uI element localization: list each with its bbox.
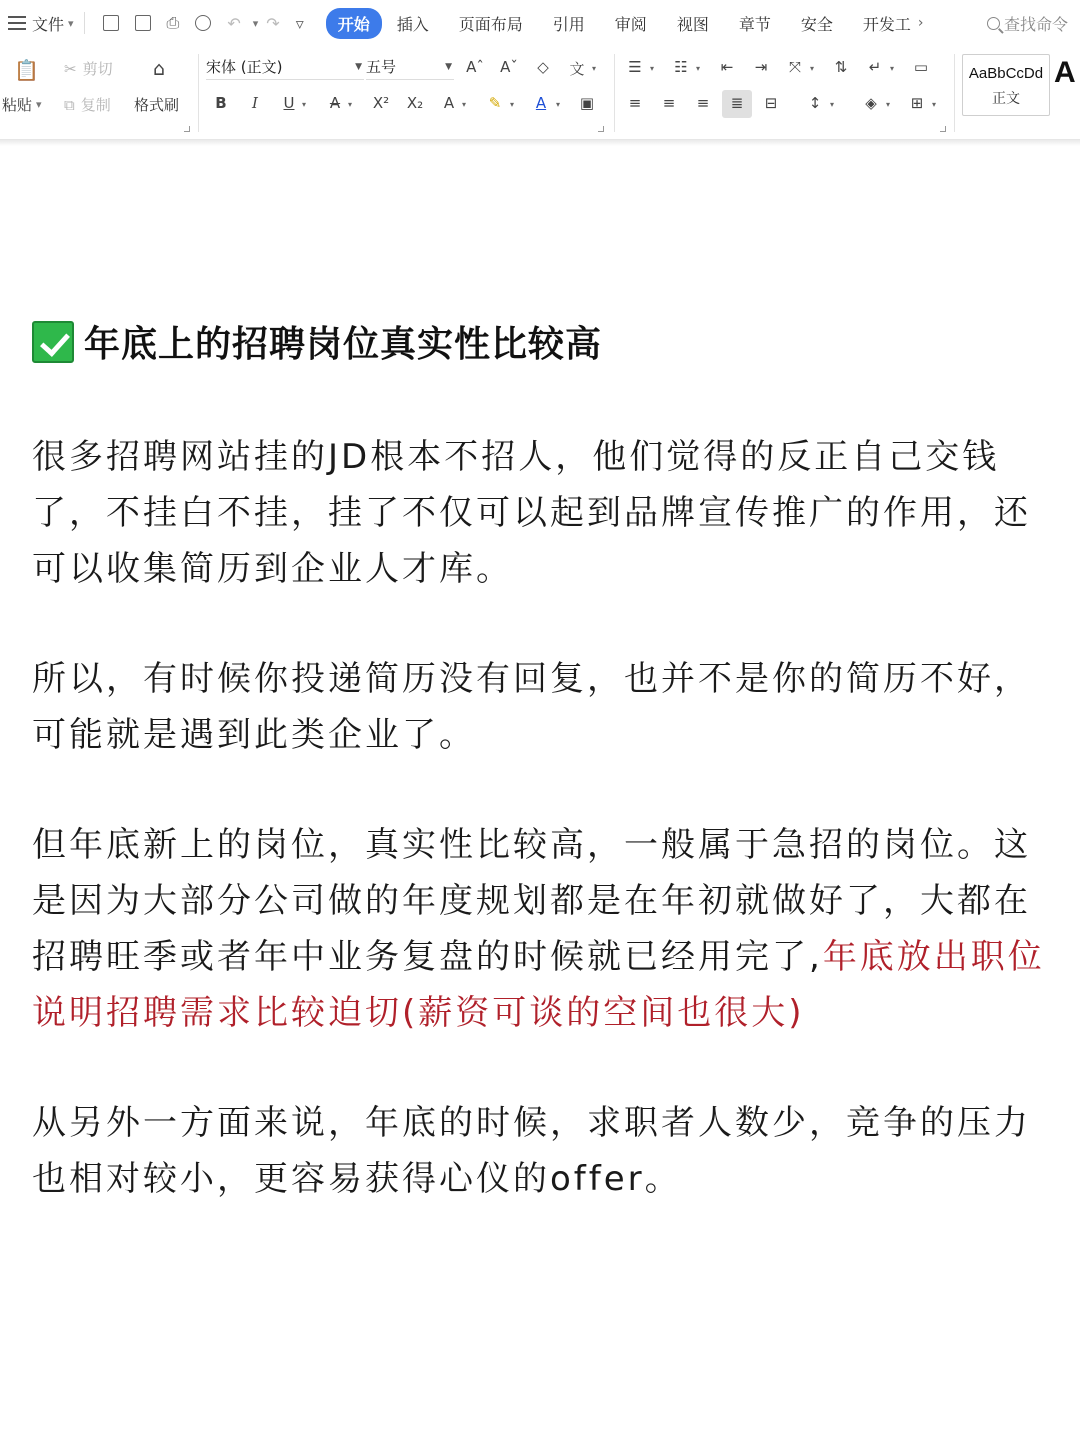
ribbon-shadow	[0, 140, 1080, 146]
decrease-indent-icon[interactable]: ⇤	[720, 58, 734, 76]
text-effect-icon[interactable]: A	[443, 94, 455, 112]
chevron-down-icon[interactable]: ▾	[510, 100, 515, 109]
format-painter-icon[interactable]: ⌂	[152, 58, 166, 80]
menu-icon[interactable]	[8, 16, 26, 30]
divider	[614, 54, 615, 132]
chevron-down-icon[interactable]: ▾	[592, 64, 597, 73]
bullet-list-icon[interactable]: ☰	[628, 58, 642, 76]
chevron-down-icon[interactable]: ▾	[696, 64, 701, 73]
align-left-icon[interactable]: ≡	[628, 94, 642, 112]
ribbon-toolbar	[0, 46, 1080, 140]
paste-button[interactable]	[2, 94, 42, 115]
command-search-label: 查找命令	[1003, 14, 1068, 34]
align-center-icon[interactable]: ≡	[662, 94, 676, 112]
paste-icon[interactable]: 📋	[14, 58, 39, 82]
ruler-icon[interactable]: ▭	[913, 58, 929, 76]
strikethrough-icon[interactable]: A	[329, 94, 341, 112]
save-as-icon[interactable]	[135, 15, 151, 31]
line-spacing-icon[interactable]: ↕	[808, 94, 822, 112]
font-group-launcher[interactable]	[598, 126, 604, 132]
undo-icon[interactable]: ↶	[227, 13, 241, 33]
chevron-down-icon[interactable]: ▾	[932, 100, 937, 109]
print-icon[interactable]: ⎙	[166, 13, 180, 32]
chevron-down-icon[interactable]: ▾	[36, 98, 42, 111]
font-size-select[interactable]	[366, 54, 454, 80]
paragraph-4: 从另外一方面来说，年底的时候，求职者人数少，竞争的压力也相对较小，更容易获得心仪的offer。	[32, 1103, 1031, 1199]
chevron-down-icon[interactable]: ▾	[68, 16, 74, 30]
copy-icon: ⧉	[64, 95, 75, 114]
phonetic-guide-icon[interactable]: 文	[569, 60, 585, 78]
copy-label: 复制	[80, 96, 111, 114]
subscript-icon[interactable]: X₂	[406, 94, 424, 112]
paragraph-2: 所以，有时候你投递简历没有回复，也并不是你的简历不好，可能就是遇到此类企业了。	[32, 659, 1031, 755]
format-painter-label: 格式刷	[134, 96, 180, 114]
file-menu[interactable]: 文件	[32, 14, 65, 34]
paste-label: 粘贴	[2, 96, 33, 114]
style-heading-sample[interactable]: A	[1054, 56, 1076, 89]
align-right-icon[interactable]: ≡	[696, 94, 710, 112]
tab-page-layout[interactable]: 页面布局	[458, 14, 523, 34]
chevron-down-icon[interactable]: ▾	[556, 100, 561, 109]
format-painter-button[interactable]	[134, 94, 179, 115]
checkmark-icon	[32, 321, 74, 363]
chevron-down-icon[interactable]: ▾	[886, 100, 891, 109]
increase-indent-icon[interactable]: ⇥	[754, 58, 768, 76]
borders-icon[interactable]: ⊞	[910, 94, 924, 112]
heading-text: 年底上的招聘岗位真实性比较高	[84, 324, 603, 365]
paragraph-group-launcher[interactable]	[940, 126, 946, 132]
bold-icon[interactable]: B	[215, 94, 227, 112]
search-icon	[987, 17, 1000, 30]
paragraph-1: 很多招聘网站挂的JD根本不招人，他们觉得的反正自己交钱了，不挂白不挂，挂了不仅可以起到品牌宣传推广的作用，还可以收集简历到企业人才库。	[32, 437, 1031, 589]
clipboard-group-launcher[interactable]	[184, 126, 190, 132]
tab-security[interactable]: 安全	[800, 14, 833, 34]
sort-icon[interactable]: ⇅	[834, 58, 848, 76]
font-color-icon[interactable]: A	[535, 94, 547, 112]
tab-insert[interactable]: 插入	[396, 14, 429, 34]
tab-references[interactable]: 引用	[552, 14, 585, 34]
distributed-align-icon[interactable]: ⊟	[764, 94, 778, 112]
divider	[198, 54, 199, 132]
command-search[interactable]	[987, 12, 1068, 35]
chevron-down-icon[interactable]: ▾	[348, 100, 353, 109]
character-border-icon[interactable]: ▣	[579, 94, 595, 112]
paragraph-3-highlight: 年底放出职位说明招聘需求比较迫切(薪资可谈的空间也很大)	[32, 937, 1045, 1033]
paragraph-3	[32, 817, 1052, 1041]
font-name-value: 宋体 (正文)	[206, 58, 283, 76]
divider	[84, 12, 85, 34]
clear-format-icon[interactable]: ◇	[537, 58, 549, 76]
chevron-down-icon[interactable]: ▾	[462, 100, 467, 109]
print-preview-icon[interactable]	[195, 15, 211, 31]
chevron-down-icon[interactable]: ▾	[810, 64, 815, 73]
style-normal[interactable]	[962, 54, 1050, 116]
italic-icon[interactable]: I	[252, 94, 258, 112]
ribbon-tabs	[326, 8, 924, 39]
menu-bar	[0, 0, 1080, 46]
undo-dropdown-icon[interactable]: ▾	[252, 16, 259, 30]
chevron-down-icon[interactable]: ▾	[302, 100, 307, 109]
divider	[954, 54, 955, 132]
font-name-select[interactable]	[206, 54, 364, 80]
chevron-down-icon[interactable]: ▼	[445, 61, 452, 72]
font-size-value: 五号	[366, 58, 397, 76]
style-normal-sample: AaBbCcDd	[968, 65, 1044, 82]
highlight-icon[interactable]: ✎	[488, 94, 502, 112]
numbered-list-icon[interactable]: ☷	[674, 58, 688, 76]
customize-toolbar-icon[interactable]: ▿	[295, 13, 304, 33]
paragraph-3-text: 但年底新上的岗位，真实性比较高，一般属于急招的岗位。这是因为大部分公司做的年度规划都是在年初就做好了，大都在招聘旺季或者年中业务复盘的时候就已经用完了,	[32, 825, 1031, 977]
copy-button[interactable]	[64, 94, 111, 115]
chevron-down-icon[interactable]: ▼	[355, 61, 362, 72]
tab-view[interactable]: 视图	[676, 14, 709, 34]
style-normal-label: 正文	[992, 91, 1020, 107]
underline-icon[interactable]: U	[283, 94, 295, 112]
save-icon[interactable]	[103, 15, 119, 31]
tab-section[interactable]: 章节	[738, 14, 771, 34]
scissors-icon: ✂	[64, 59, 77, 78]
superscript-icon[interactable]: X²	[372, 94, 390, 112]
document-body[interactable]	[32, 300, 1052, 1207]
tab-review[interactable]: 审阅	[614, 14, 647, 34]
chevron-down-icon[interactable]: ▾	[830, 100, 835, 109]
document-heading	[32, 316, 1052, 367]
align-justify-icon[interactable]: ≣	[730, 94, 744, 112]
chinese-layout-icon[interactable]: ⤧	[788, 58, 801, 76]
shading-icon[interactable]: ◈	[865, 94, 877, 112]
shrink-font-icon[interactable]: Aˇ	[500, 58, 518, 76]
redo-icon[interactable]: ↷	[266, 13, 280, 33]
chevron-right-icon[interactable]: ›	[917, 15, 924, 31]
chevron-down-icon[interactable]: ▾	[650, 64, 655, 73]
chevron-down-icon[interactable]: ▾	[890, 64, 895, 73]
tab-developer[interactable]: 开发工	[862, 14, 911, 34]
cut-label: 剪切	[82, 60, 113, 78]
show-marks-icon[interactable]: ↵	[868, 58, 882, 76]
grow-font-icon[interactable]: Aˆ	[466, 58, 484, 76]
tab-home[interactable]: 开始	[326, 8, 382, 39]
cut-button[interactable]	[64, 58, 113, 79]
